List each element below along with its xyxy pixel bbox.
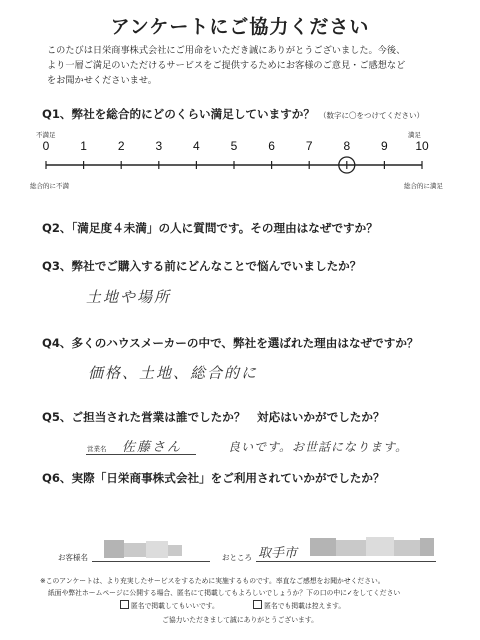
redacted-address-block [310, 538, 336, 556]
question-6: Q6、実際「日栄商事株式会社」をご利用されていかがでしたか？ [42, 471, 385, 485]
intro-text [47, 43, 437, 88]
rep-name-underline [86, 454, 196, 455]
address-label: おところ [222, 553, 252, 562]
scale-number-10[interactable]: 10 [415, 139, 429, 153]
question-1-text: Q1、弊社を総合的にどのくらい満足していますか？ [42, 107, 315, 121]
scale-left-top-label: 不満足 [36, 131, 56, 139]
rep-name-handwriting: 佐藤さん [122, 440, 183, 455]
address-handwriting: 取手市 [258, 546, 298, 561]
scale-number-9[interactable]: 9 [381, 139, 388, 153]
thanks-line: ご協力いただきまして誠にありがとうございます。 [162, 616, 318, 624]
scale-number-7[interactable]: 7 [305, 139, 313, 153]
satisfaction-scale [0, 125, 480, 195]
scale-number-5[interactable]: 5 [230, 139, 238, 153]
scale-number-0[interactable]: 0 [42, 139, 50, 153]
customer-name-label: お客様名 [58, 553, 88, 562]
consent-options [120, 600, 345, 612]
scale-number-4[interactable]: 4 [193, 139, 200, 153]
rep-name-label: 営業名 [87, 445, 107, 453]
answer-3-handwriting: 土地や場所 [86, 288, 172, 306]
footnote-2: 紙面や弊社ホームページに公開する場合、匿名にて掲載してもよろしいでしょうか？下の口の中に✓をしてください [48, 589, 401, 597]
redacted-name-block [168, 545, 182, 556]
customer-name-underline [92, 561, 210, 562]
consent-checkbox-anonymous[interactable] [120, 600, 129, 609]
intro-line: より一層ご満足のいただけるサービスをご提供するためにお客様のご意見・ご感想など [47, 60, 406, 71]
consent-option-decline: 匿名でも掲載は控えます。 [264, 602, 346, 610]
survey-title: アンケートにご協力ください [110, 16, 370, 38]
scale-number-8[interactable]: 8 [343, 139, 351, 153]
intro-line: をお聞かせくださいませ。 [47, 75, 157, 86]
redacted-name-block [124, 543, 146, 557]
intro-line: このたびは日栄商事株式会社にご用命をいただき誠にありがとうございました。今後、 [47, 45, 406, 56]
answer-4-handwriting: 価格、土地、総合的に [88, 364, 259, 382]
consent-checkbox-decline[interactable] [253, 600, 262, 609]
scale-right-top-label: 満足 [408, 131, 421, 139]
redacted-name-block [146, 541, 168, 558]
scale-number-1[interactable]: 1 [80, 139, 87, 153]
redacted-address-block [420, 538, 434, 556]
question-4: Q4、多くのハウスメーカーの中で、弊社を選ばれた理由はなぜですか？ [42, 336, 419, 350]
scale-number-2[interactable]: 2 [117, 139, 125, 153]
scale-number-6[interactable]: 6 [268, 139, 275, 153]
scale-right-bottom-label: 総合的に満足 [404, 182, 443, 190]
scale-number-3[interactable]: 3 [155, 139, 163, 153]
question-1-note: （数字に〇をつけてください） [319, 111, 424, 120]
redacted-name-block [104, 540, 124, 558]
answer-5-handwriting: 良いです。お世話になります。 [228, 440, 409, 454]
redacted-address-block [394, 540, 420, 556]
redacted-address-block [336, 540, 366, 556]
redacted-address-block [366, 537, 394, 556]
question-1 [42, 106, 424, 122]
question-2: Q2、「満足度４未満」の人に質問です。その理由はなぜですか？ [42, 221, 378, 235]
footnote-1: ※このアンケートは、より充実したサービスをするために実施するものです。率直なご感想をお聞かせください。 [40, 577, 385, 585]
address-underline [256, 561, 436, 562]
question-5: Q5、ご担当された営業は誰でしたか？ 対応はいかがでしたか？ [42, 410, 385, 424]
scale-left-bottom-label: 総合的に不満 [30, 182, 69, 190]
consent-option-anonymous: 匿名で掲載してもいいです。 [131, 602, 219, 610]
question-3: Q3、弊社でご購入する前にどんなことで悩んでいましたか？ [42, 259, 362, 273]
